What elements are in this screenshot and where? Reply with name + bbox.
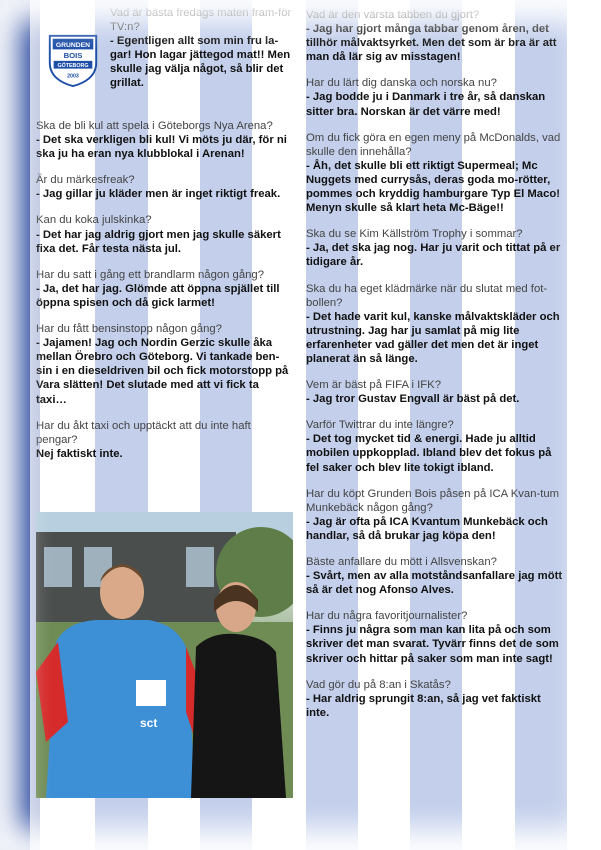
question-text: Kan du koka julskinka?: [36, 214, 152, 227]
question-text: Varför Twittrar du inte längre?: [306, 419, 454, 432]
qa-item: [36, 173, 292, 201]
shirt-sponsor-text: sct: [140, 716, 158, 730]
answer-text: - Har aldrig sprungit 8:an, så jag vet faktiskt inte.: [306, 692, 541, 719]
grunden-bois-logo: [44, 30, 102, 88]
right-qa-list: [306, 8, 566, 732]
question-text: Om du fick göra en egen meny på McDonalds, vad skulle den innehålla?: [306, 131, 561, 158]
qa-item: [306, 8, 566, 64]
question-text: Har du åkt taxi och upptäckt att du inte haft pengar?: [36, 419, 251, 446]
qa-item: [306, 282, 566, 367]
logo-mid-text: BOIS: [63, 51, 83, 61]
answer-text: - Ja, det ska jag nog. Har ju varit och tittat på er tidigare år.: [306, 242, 561, 269]
answer-text: - Egentligen allt som min fru la-gar! Hon lagar jättegod mat!! Men skulle jag välja något, så blir det grillat.: [110, 35, 291, 90]
answer-text: Nej faktiskt inte.: [36, 447, 123, 460]
qa-item: [36, 268, 292, 310]
qa-item: [306, 609, 566, 665]
qa-item: [306, 227, 566, 269]
question-text: Ska de bli kul att spela i Göteborgs Nya Arena?: [36, 120, 273, 132]
answer-text: - Ja, det har jag. Glömde att öppna spjället till öppna spisen och då gick larmet!: [36, 282, 280, 309]
logo-bottom-text: GÖTEBORG: [57, 63, 89, 70]
qa-item: [36, 419, 292, 461]
question-text: Har du köpt Grunden Bois påsen på ICA Kvan-tum Munkebäck någon gång?: [306, 487, 560, 514]
answer-text: - Det hade varit kul, kanske målvaktskläder och utrustning. Jag har ju samlat på mig lite erfarenheter vad gäller det men det är inget planerat än så länge.: [306, 310, 560, 365]
answer-text: - Finns ju några som man kan lita på och som skriver det man svarat. Tyvärr finns det de som skriver och hittar på saker som man inte sagt!: [306, 624, 559, 665]
qa-item: [36, 119, 292, 161]
answer-text: - Det ska verkligen bli kul! Vi möts ju där, för ni ska ju ha eran nya klubblokal i Arenan!: [36, 134, 287, 161]
answer-text: - Jag gillar ju kläder men är inget riktigt freak.: [36, 188, 281, 201]
qa-item: [306, 131, 566, 216]
qa-item: [306, 378, 566, 406]
question-text: Bäste anfallare du mött i Allsvenskan?: [306, 556, 497, 568]
answer-text: - Jag bodde ju i Danmark i tre år, så danskan sitter bra. Norskan är det värre med!: [306, 91, 546, 118]
question-text: Vem är bäst på FIFA i IFK?: [306, 379, 441, 392]
question-text: Ska du ha eget klädmärke när du slutat med fot-bollen?: [306, 282, 548, 309]
qa-item: [306, 76, 566, 118]
answer-text: - Jajamen! Jag och Nordin Gerzic skulle åka mellan Örebro och Göteborg. Vi tankade ben-sin i en dieseldriven bil och fick motorstopp på Vara slätten! Det slutade med att vi fick ta taxi…: [36, 337, 289, 406]
qa-item: [36, 213, 292, 255]
answer-text: - Det tog mycket tid & energi. Hade ju alltid mobilen uppkopplad. Ibland blev det fokus på fel saker och blev lite tokigt ibland.: [306, 433, 552, 474]
question-text: Har du lärt dig danska och norska nu?: [306, 77, 497, 90]
qa-item: [306, 487, 566, 543]
question-text: Vad gör du på 8:an i Skatås?: [306, 678, 451, 691]
logo-top-text: GRUNDEN: [55, 41, 91, 49]
question-text: Ska du se Kim Källström Trophy i sommar?: [306, 228, 523, 241]
qa-item: [306, 678, 566, 720]
logo-year: 2003: [67, 73, 79, 80]
question-text: Har du några favoritjournalister?: [306, 610, 468, 623]
answer-text: - Jag tror Gustav Engvall är bäst på det.: [306, 393, 520, 406]
qa-item: [306, 555, 566, 597]
question-text: Vad är bästa fredags maten fram-för TV:n?: [110, 7, 292, 34]
answer-text: - Det har jag aldrig gjort men jag skulle säkert fixa det. Får testa nästa jul.: [36, 228, 281, 255]
intro-qa: [110, 6, 292, 91]
question-text: Har du satt i gång ett brandlarm någon gång?: [36, 268, 264, 281]
answer-text: - Jag är ofta på ICA Kvantum Munkebäck och handlar, så då brukar jag köpa den!: [306, 515, 548, 542]
players-photo: [36, 512, 293, 798]
qa-item: [36, 322, 292, 407]
question-text: Har du fått bensinstopp någon gång?: [36, 323, 222, 336]
qa-item: [306, 418, 566, 474]
answer-text: - Svårt, men av alla motståndsanfallare jag mött så är det nog Afonso Alves.: [306, 570, 563, 597]
left-qa-list: [36, 119, 292, 473]
question-text: Är du märkesfreak?: [36, 174, 135, 187]
answer-text: - Åh, det skulle bli ett riktigt Supermeal; Mc Nuggets med currysås, deras goda mo-rötter, pommes och kryddig hamburgare Typ El Maco! Menyn skulle så klart heta Mc-Bäge!!: [306, 159, 561, 215]
question-text: Vad är den värsta tabben du gjort?: [306, 9, 480, 21]
answer-text: - Jag har gjort många tabbar genom åren, det tillhör målvaktsyrket. Men det som är bra är att man då lär sig av misstagen!: [306, 23, 557, 64]
